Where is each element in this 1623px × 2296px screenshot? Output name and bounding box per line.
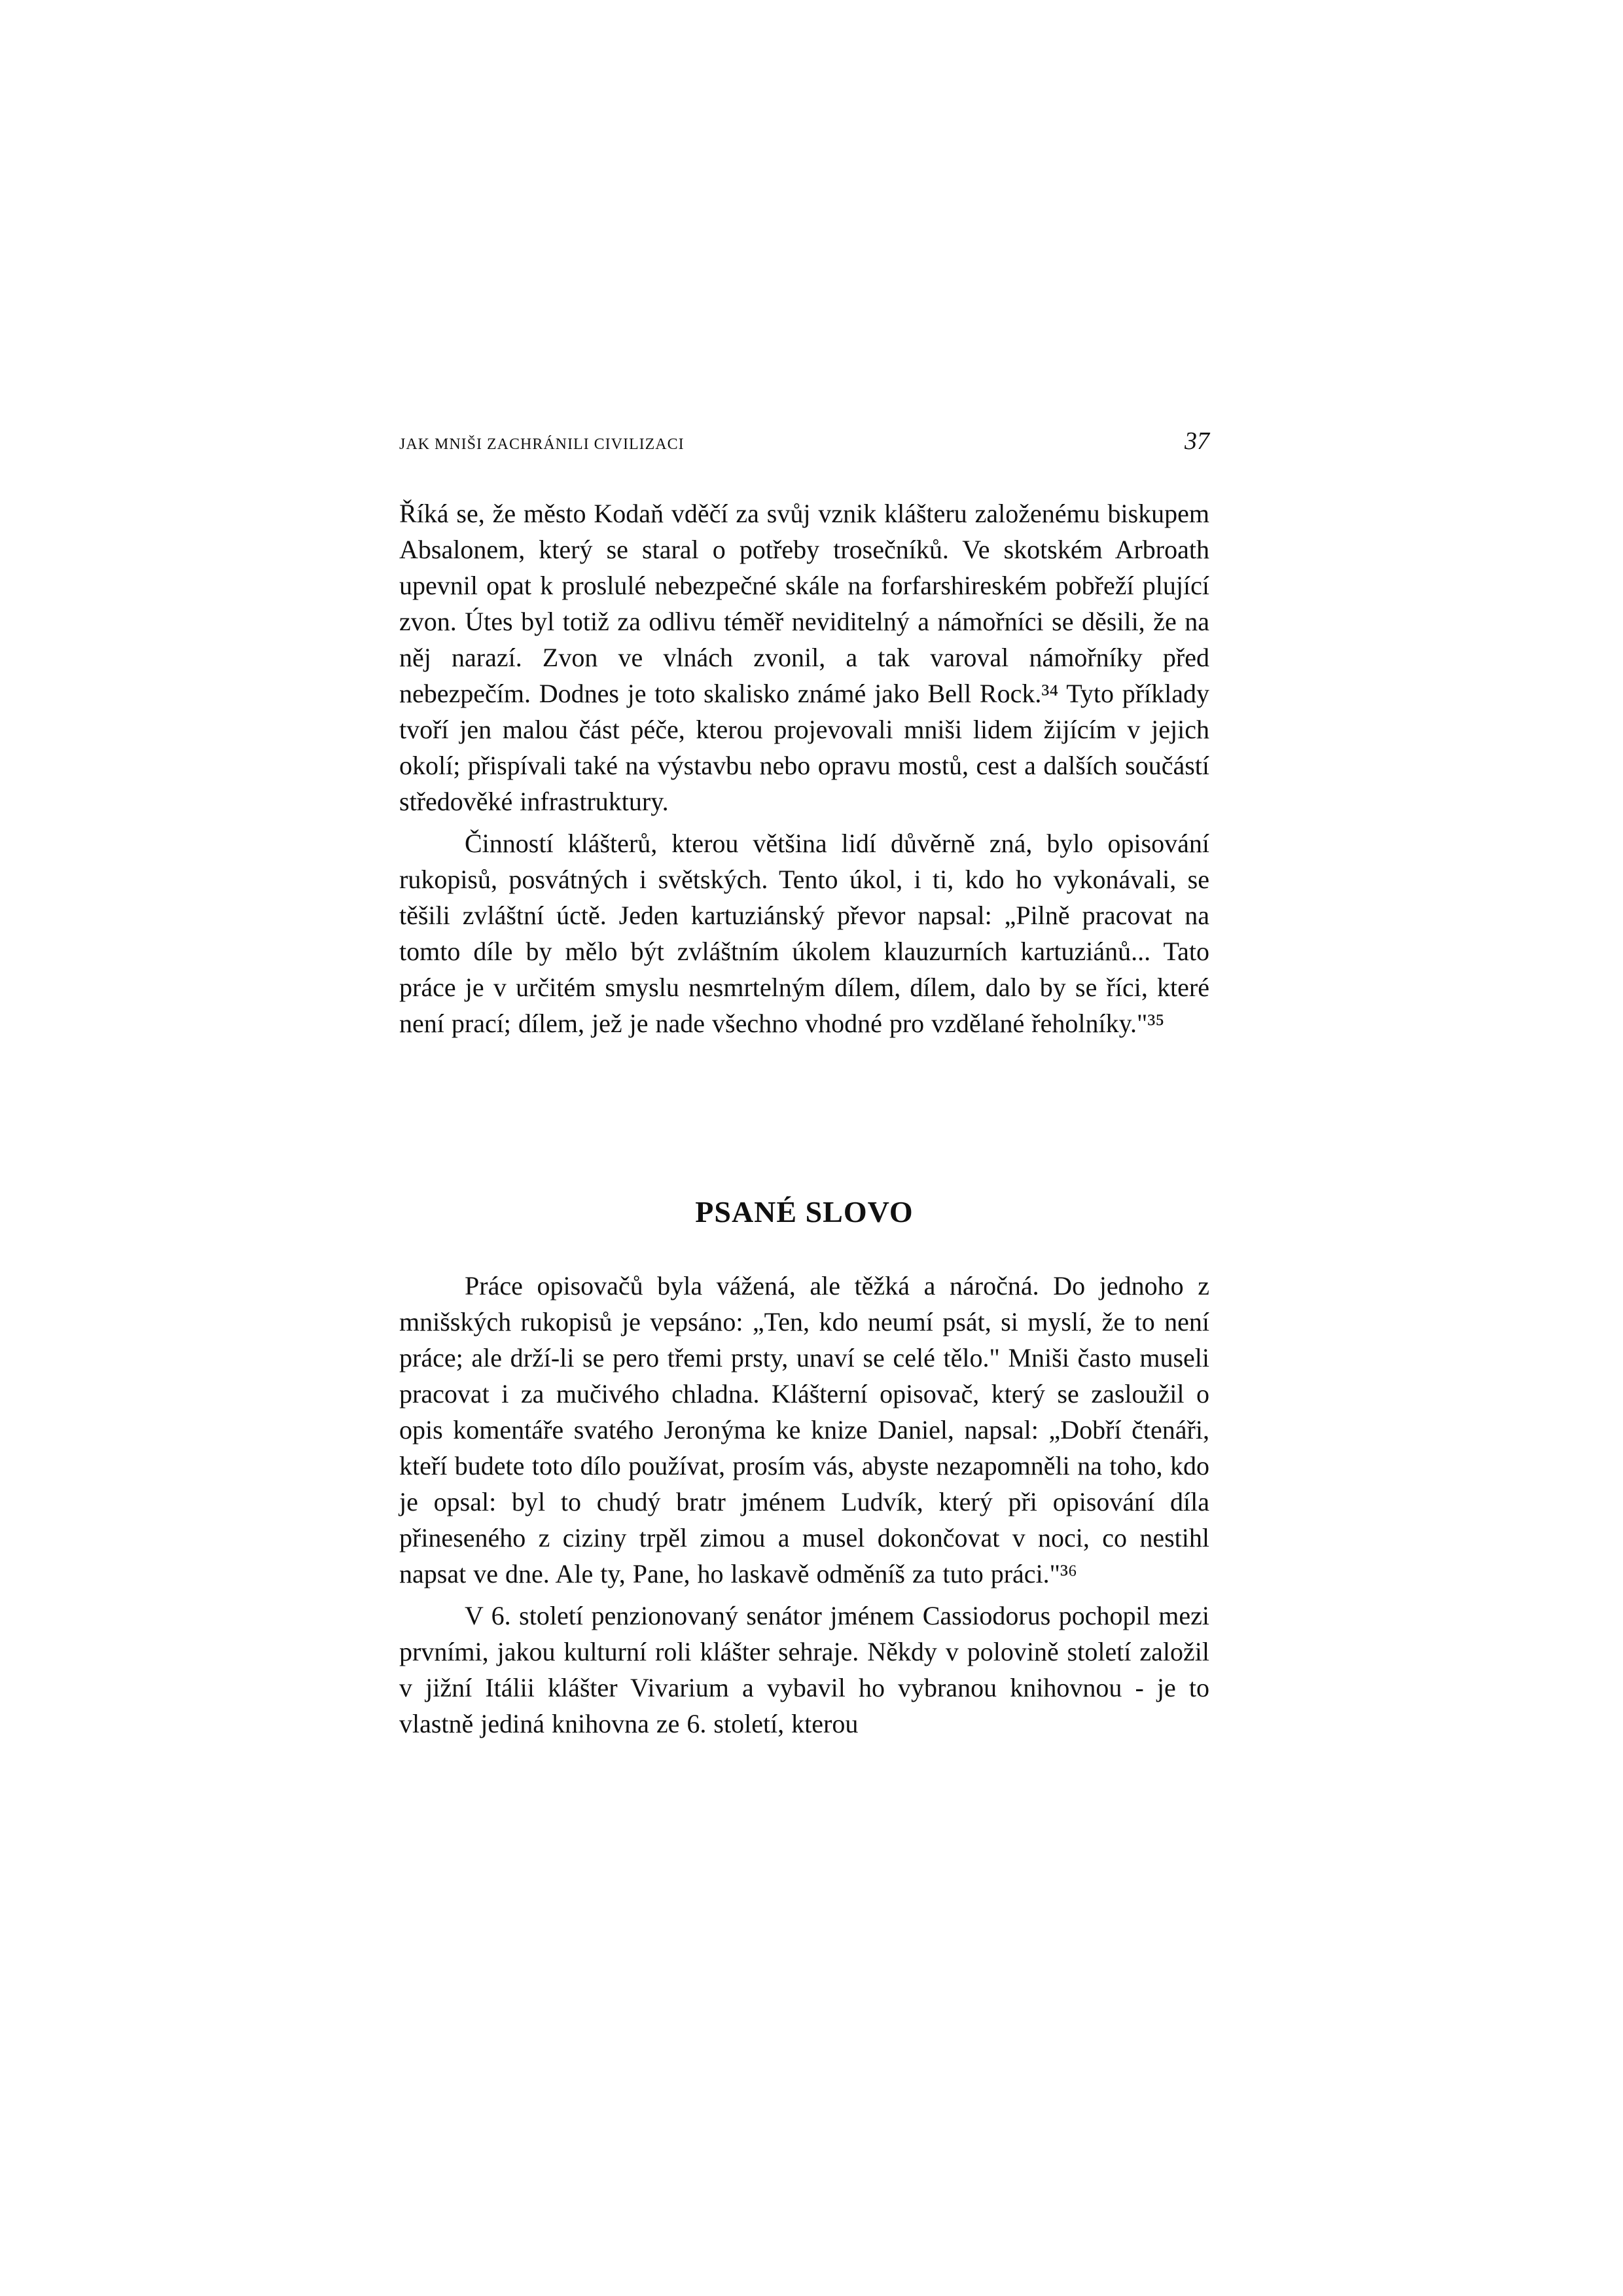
running-title: JAK MNIŠI ZACHRÁNILI CIVILIZACI: [399, 436, 685, 453]
paragraph-kodan: Říká se, že město Kodaň vděčí za svůj vznik klášteru založenému biskupem Absalonem, který se staral o potřeby trosečníků. Ve skotském Arbroath upevnil opat k proslulé nebezpečné skále na forfarshireském pobřeží plující zvon. Útes byl totiž za odlivu téměř neviditelný a námořníci se děsili, že na něj narazí. Zvon ve vlnách zvonil, a tak varoval námořníky před nebezpečím. Dodnes je toto skalisko známé jako Bell Rock.³⁴ Tyto příklady tvoří jen malou část péče, kterou projevovali mniši lidem žijícím v jejich okolí; přispívali také na výstavbu nebo opravu mostů, cest a dalších součástí středověké infrastruktury.: [399, 499, 1209, 816]
page-number: 37: [1185, 427, 1209, 455]
running-head: [399, 427, 1209, 466]
section-psane-slovo: [399, 1268, 1209, 1742]
paragraph-cassiodorus: V 6. století penzionovaný senátor jménem Cassiodorus pochopil mezi prvními, jakou kulturní roli klášter sehraje. Někdy v polovině století založil v jižní Itálii klášter Vivarium a vybavil ho vybranou knihovnou - je to vlastně jediná knihovna ze 6. století, kterou: [399, 1601, 1209, 1738]
section-heading: PSANÉ SLOVO: [695, 1195, 914, 1229]
paragraph-opisovani: Činností klášterů, kterou většina lidí důvěrně zná, bylo opisování rukopisů, posvátných i světských. Tento úkol, i ti, kdo ho vykonávali, se těšili zvláštní úctě. Jeden kartuziánský převor napsal: „Pilně pracovat na tomto díle by mělo být zvláštním úkolem klauzurních kartuziánů... Tato práce je v určitém smyslu nesmrtelným dílem, dílem, dalo by se říci, které není prací; dílem, jež je nade všechno vhodné pro vzdělané řeholníky."³⁵: [399, 829, 1209, 1038]
paragraph-prace-opisovacu: Práce opisovačů byla vážená, ale těžká a náročná. Do jednoho z mnišských rukopisů je vepsáno: „Ten, kdo neumí psát, si myslí, že to není práce; ale drží-li se pero třemi prsty, unaví se celé tělo." Mniši často museli pracovat i za mučivého chladna. Klášterní opisovač, který se zasloužil o opis komentáře svatého Jeronýma ke knize Daniel, napsal: „Dobří čtenáři, kteří budete toto dílo používat, prosím vás, abyste nezapomněli na toho, kdo je opsal: byl to chudý bratr jménem Ludvík, který při opisování díla přineseného z ciziny trpěl zimou a musel dokončovat v noci, co nestihl napsat ve dne. Ale ty, Pane, ho laskavě odměníš za tuto práci."³⁶: [399, 1271, 1209, 1588]
section-intro: [399, 495, 1209, 1041]
